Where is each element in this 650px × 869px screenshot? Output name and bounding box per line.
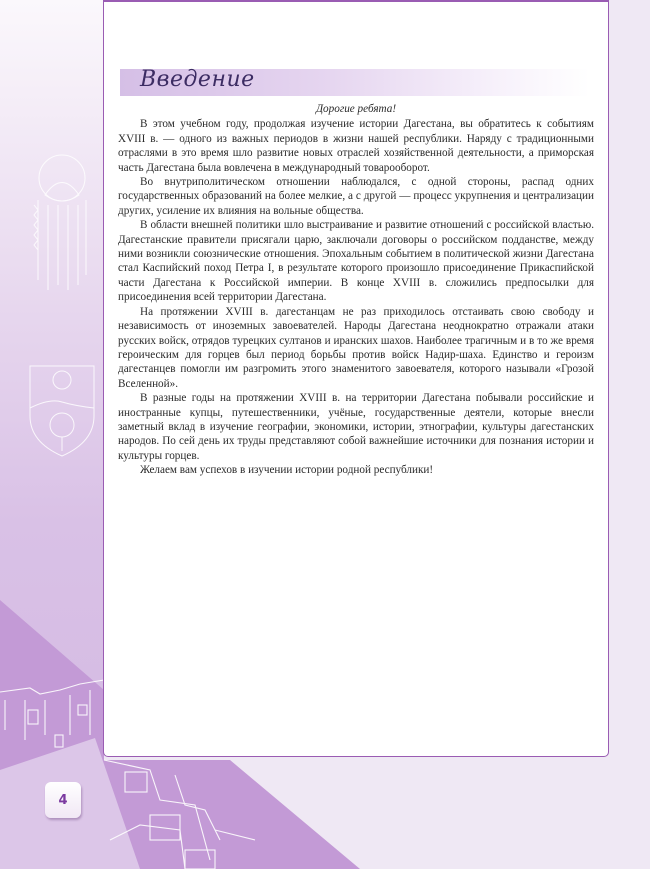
page-number-badge (45, 782, 81, 818)
paragraph: Желаем вам успехов в изучении истории родной республики! (140, 464, 434, 477)
paragraph: На протяжении XVIII в. дагестанцам не раз приходилось отстаивать свою свободу и независимость от иноземных завоевателей. Народы Дагестана неоднократно отражали атаки русских войск, отрядов турецких султанов и иранских шахов. Наиболее трагичным и в то же время героическим для горцев был период борьбы против войск Надир-шаха. Единство и героизм дагестанцев помогли им разгромить этого знаменитого завоевателя, которого называли «Грозой Вселенной». (118, 305, 594, 390)
paragraph: В этом учебном году, продолжая изучение истории Дагестана, вы обратитесь к событиям XVIII в. — одного из важных периодов в жизни нашей республики. Наряду с традиционными отраслями в это время шло развитие новых отраслей хозяйственной деятельности, а приморская часть Дагестана была вовлечена в международный товарооборот. (118, 118, 594, 174)
paragraph: Во внутриполитическом отношении наблюдался, с одной стороны, распад одних государственных образований на более мелкие, а с другой — процесс укрупнения и централизации других, усиление их влияния на вольные общества. (118, 176, 594, 217)
coat-of-arms-icon (30, 366, 94, 456)
paragraph: В разные годы на протяжении XVIII в. на территории Дагестана побывали российские и иностранные купцы, путешественники, учёные, государственные деятели, которые внесли заметный вклад в изучение географии, экономики, истории, этнографии, культуры дагестанских народов. По сей день их труды представляют собой важнейшие источники для познания истории и культуры горцев. (118, 392, 594, 462)
greeting-subtitle: Дорогие ребята! (315, 103, 397, 115)
pendant-ornament-icon (34, 155, 86, 290)
page-title: Введение (140, 67, 255, 92)
paragraph: В области внешней политики шло выстраивание и развитие отношений с российской властью. Дагестанские правители присягали царю, заключали договоры о российском подданстве, между ними возникли союзнические отношения. Эпохальным событием в политической жизни Дагестана стал Каспийский поход Петра I, в результате которого произошло присоединение Прикаспийской части Дагестана к Российской империи. В конце XVIII в. сложились предпосылки для присоединения всей территории Дагестана. (118, 219, 594, 304)
title-bar (120, 69, 590, 96)
content-panel (103, 0, 609, 757)
body-text (118, 102, 594, 478)
page-number: 4 (58, 792, 68, 808)
